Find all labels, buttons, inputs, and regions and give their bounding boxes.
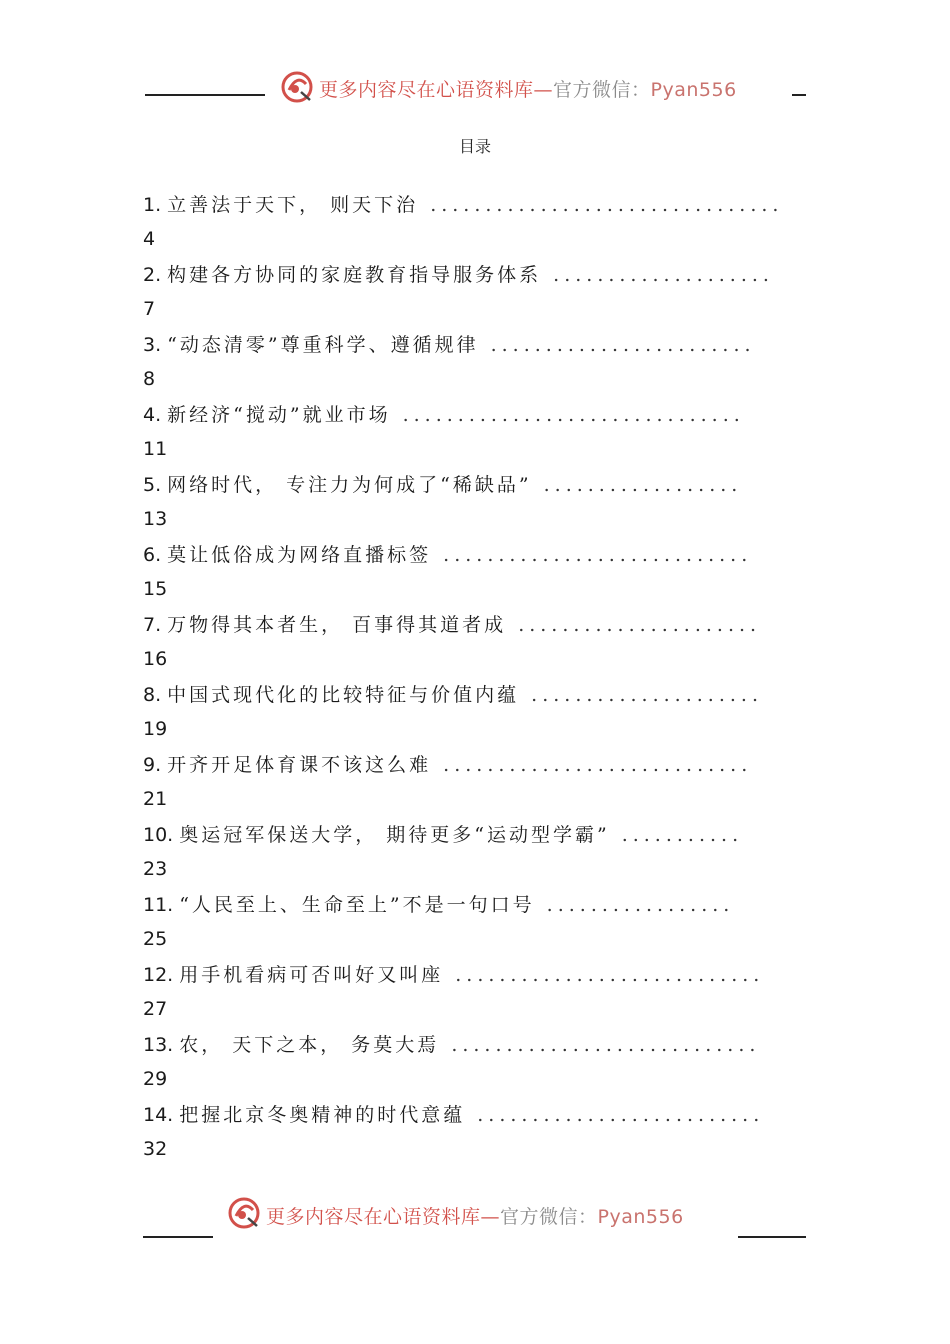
entry-title: 农， 天下之本， 务莫大焉 [179, 1034, 440, 1056]
entry-page-number: 7 [143, 298, 156, 320]
entry-number: 4. [143, 404, 162, 426]
header-rule-right [792, 94, 806, 96]
toc-entry [143, 678, 803, 748]
entry-dot-leader: .......................... [477, 1104, 765, 1126]
entry-title: 立善法于天下， 则天下治 [167, 194, 419, 216]
entry-page-number: 23 [143, 858, 168, 880]
entry-dot-leader: ............................ [451, 1034, 761, 1056]
entry-page-number: 11 [143, 438, 168, 460]
entry-dot-leader: ............................ [455, 964, 765, 986]
entry-title: 中国式现代化的比较特征与价值内蕴 [167, 684, 520, 706]
entry-page-number: 25 [143, 928, 168, 950]
header-rule-left [145, 94, 265, 96]
toc-entry [143, 958, 803, 1028]
entry-number: 6. [143, 544, 162, 566]
entry-title: 网络时代， 专注力为何成了“稀缺品” [167, 474, 532, 496]
entry-title: 万物得其本者生， 百事得其道者成 [167, 614, 507, 636]
header-wechat-id: Pyan556 [650, 79, 737, 101]
header-banner [0, 68, 950, 108]
entry-title: 开齐开足体育课不该这么难 [167, 754, 432, 776]
entry-number: 7. [143, 614, 162, 636]
entry-page-number: 27 [143, 998, 168, 1020]
toc-entry [143, 888, 803, 958]
entry-page-number: 29 [143, 1068, 168, 1090]
entry-page-number: 8 [143, 368, 156, 390]
header-wechat-label: 官方微信： [553, 79, 651, 101]
entry-dot-leader: ................. [546, 894, 735, 916]
header-banner-text [319, 75, 737, 102]
entry-page-number: 4 [143, 228, 156, 250]
entry-dot-leader: ............................ [443, 754, 753, 776]
footer-banner [0, 1194, 950, 1234]
entry-page-number: 16 [143, 648, 168, 670]
entry-number: 1. [143, 194, 162, 216]
toc-entry [143, 398, 803, 468]
toc-list [143, 188, 803, 1168]
entry-dot-leader: ............................ [443, 544, 753, 566]
entry-number: 10. [143, 824, 174, 846]
entry-title: 新经济“搅动”就业市场 [167, 404, 391, 426]
toc-entry [143, 468, 803, 538]
entry-dot-leader: ........... [621, 824, 744, 846]
toc-entry [143, 538, 803, 608]
toc-entry [143, 608, 803, 678]
entry-dot-leader: ..................... [531, 684, 763, 706]
entry-page-number: 21 [143, 788, 168, 810]
entry-title: 用手机看病可否叫好又叫座 [179, 964, 444, 986]
logo-icon [227, 1196, 261, 1230]
entry-title: 奥运冠军保送大学， 期待更多“运动型学霸” [179, 824, 610, 846]
entry-title: 构建各方协同的家庭教育指导服务体系 [167, 264, 542, 286]
entry-title: “人民至上、生命至上”不是一句口号 [179, 894, 535, 916]
entry-number: 3. [143, 334, 162, 356]
toc-entry [143, 188, 803, 258]
footer-wechat-id: Pyan556 [597, 1206, 684, 1228]
toc-entry [143, 818, 803, 888]
entry-page-number: 13 [143, 508, 168, 530]
entry-number: 8. [143, 684, 162, 706]
entry-number: 14. [143, 1104, 174, 1126]
footer-banner-text [266, 1202, 684, 1229]
entry-dot-leader: .................. [543, 474, 743, 496]
entry-dot-leader: ............................... [402, 404, 745, 426]
entry-number: 11. [143, 894, 174, 916]
entry-number: 5. [143, 474, 162, 496]
header-banner-main: 更多内容尽在心语资料库— [319, 79, 554, 101]
toc-entry [143, 748, 803, 818]
entry-page-number: 19 [143, 718, 168, 740]
toc-title: 目录 [458, 137, 491, 156]
entry-dot-leader: .................... [553, 264, 774, 286]
entry-page-number: 32 [143, 1138, 168, 1160]
entry-title: “动态清零”尊重科学、遵循规律 [167, 334, 479, 356]
entry-page-number: 15 [143, 578, 168, 600]
entry-dot-leader: ...................... [518, 614, 762, 636]
footer-banner-main: 更多内容尽在心语资料库— [266, 1206, 501, 1228]
toc-entry [143, 1028, 803, 1098]
entry-number: 2. [143, 264, 162, 286]
entry-number: 12. [143, 964, 174, 986]
toc-entry [143, 258, 803, 328]
entry-number: 9. [143, 754, 162, 776]
logo-icon [280, 70, 314, 104]
footer-rule-right [738, 1236, 806, 1238]
footer-rule-left [143, 1236, 213, 1238]
entry-dot-leader: ................................ [430, 194, 784, 216]
footer-wechat-label: 官方微信： [500, 1206, 598, 1228]
toc-entry [143, 328, 803, 398]
entry-title: 莫让低俗成为网络直播标签 [167, 544, 432, 566]
toc-entry [143, 1098, 803, 1168]
entry-number: 13. [143, 1034, 174, 1056]
entry-title: 把握北京冬奥精神的时代意蕴 [179, 1104, 466, 1126]
entry-dot-leader: ........................ [490, 334, 756, 356]
